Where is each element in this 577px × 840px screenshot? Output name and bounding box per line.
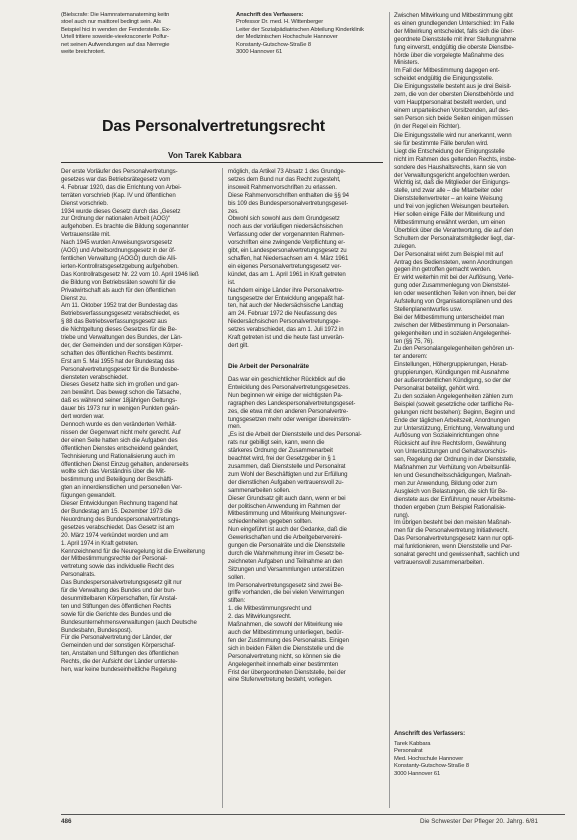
right-column-top: Zwischen Mitwirkung und Mitbestimmung gibt es einen grundlegenden Unterschied: Im Falle der Mitwirkung entscheidet, falls sich die über- geordnete Dienststelle mit ihrer Stellungnahme fung einverstt, endgültig die oberste Dienstbe- hörde über die vorgelegte Maßnahme des Ministers. Im Fall der Mitbestimmung dagegen ent- scheidet endgültig die Einigungsstelle. Die Einigungsstelle besteht aus je drei Beisit- zern, die von der obersten Dienstbehörde und vom Hauptpersonalrat bestellt werden, und einem unparteiischen Vorsitzenden, auf des- sen Person sich beide Seiten einigen müssen (in der Regel ein Richter).	[394, 12, 517, 129]
column-2-part-2: Das war ein geschichtlicher Rückblick auf die Entwicklung des Personalvertretungsgesetzes. Nun beginnen wir einige der wichtigsten Pa- ragraphen des Landespersonalvertretungsgeset- zes, die etwa mit den anderen Personalvertre- tungsgesetzen mehr oder weniger übereinstim- men. „Es ist die Arbeit der Dienststelle und des Personal- rats nur gebilligt sein, kann, wenn die stärkeres Ordnung der Zusammenarbeit beachtet wird, frei der Gesetzgeber in § 1 zusammen, daß Dienststelle und Personalrat zum Wohl der Beschäftigten und zur Erfüllung der dienstlichen Aufgaben vertrauensvoll zu- sammenarbeiten sollen. Dieser Grundsatz gilt auch dann, wenn er bei der politischen Anwendung im Rahmen der Mitbestimmung und Mitwirkung Meinungsver- schiedenheiten gegeben sollten. Nun eingeführt ist auch der Gedanke, daß die Gewerkschaften und die Arbeitgebervereini- gungen die Personalräte und die Dienststelle durch die Wahrnehmung ihrer im Gesetz be- zeichneten Aufgaben und Teilnahme an den Sitzungen und Versammlungen unterstützen sollen. Im Personalvertretungsgesetz sind zwei Be- griffe vorhanden, die bei vielen Verwirrungen stiften: 1. die Mitbestimmungsrecht und 2. das Mitwirkungsrecht. Maßnahmen, die sowohl der Mitwirkung wie auch der Mitbestimmung unterliegen, bedür- fen der Zustimmung des Personalrats. Einigen sich in beiden Fällen die Dienststelle und die Personalvertretung nicht, so können sie die Angelegenheit innerhalb einer bestimmten Frist der übergeordneten Dienststelle, bei der eine Stufenvertretung besteht, vorlegen.	[228, 376, 362, 684]
column-rule-2	[389, 12, 390, 808]
address-heading: Anschrift des Verfassers:	[236, 12, 304, 18]
page-number: 486	[61, 818, 72, 825]
section-heading: Die Arbeit der Personalräte	[228, 363, 309, 370]
journal-info: Die Schwester Der Pfleger 20. Jahrg. 6/81	[420, 818, 538, 825]
column-3: Die Einigungsstelle wird nur anerkannt, wenn sie für bestimmte Fälle berufen wird. Liegt die Entscheidung der Einigungsstelle nicht im Rahmen des geltenden Rechts, insbe- sondere des Haushaltsrechts, kann sie von der Verwaltungsgericht angefochten werden. Wichtig ist, daß die Mitglieder der Einigungs- stelle, und zwar alle – die Mitarbeiter oder Dienststellenvertreter – an keine Weisung und frei von jeglichen Weisungen beurteilen. Hier sollen einige Fälle der Mitwirkung und Mitbestimmung erwähnt werden, um einen Überblick über die Verantwortung, die auf den Schultern der Personalratsmitglieder liegt, dar- zulegen. Der Personalrat wirkt zum Beispiel mit auf Antrag des Bediensteten, wenn Anordnungen gegen ihn getroffen gemacht werden. Er wirkt weiterhin mit bei der Auflösung, Verle- gung oder Zusammenlegung von Dienststel- len oder wesentlichen Teilen von ihnen, bei der Aufstellung von Organisationsplänen und des Stellenplanentwurfes usw. Bei der Mitbestimmung unterscheidet man zwischen der Mitbestimmung in Personalan- gelegenheiten und in sozialen Angelegenhei- ten (§§ 75, 76). Zu den Personalangelegenheiten gehören un- ter anderem: Einstellungen, Höhergruppierungen, Herab- gruppierungen, Kündigungen mit Ausnahme der außerordentlichen Kündigung, so der der Personalrat beteiligt, gehört wird. Zu den sozialen Angelegenheiten zählen zum Beispiel (soweit gesetzliche oder tarifliche Re- gelungen nicht bestehen): Beginn, Beginn und Ende der täglichen Arbeitszeit, Anordnungen zur Unterstützung, Errichtung, Verwaltung und Auflösung von Sozialeinrichtungen ohne Rücksicht auf ihre Rechtsform, Gewährung von Unterstützungen und Gehaltsvorschüs- sen, Regelung der Ordnung in der Dienststelle, Maßnahmen zur Verhütung von Arbeitsunfäl- len und Gesundheitsschädigungen, Maßnah- men zur Anwendung, Bildung oder zum Ausgleich von Belastungen, die sich für Be- dienstete aus der Einführung neuer Arbeitsme- thoden ergeben (zum Beispiel Rationalisie- rung). Im übrigen besteht bei den meisten Maßnah- men für die Personalvertretung Initiativrecht. Das Personalvertretungsgesetz kann nur opti- mal funktionieren, wenn Dienststelle und Per- sonalrat gerecht und gewissenhaft, sachlich und vertrauensvoll zusammenarbeiten.	[394, 132, 520, 566]
article-title: Das Personalvertretungsrecht	[102, 118, 325, 135]
author-address-box-top	[236, 12, 381, 84]
intro-continuation: (Bielscrafe: Die Hamnratemanaterning keitn stoel auch nur maittorel bedingt sein. Als Beispiel hici in wenden der Fenderstelle. Ex- Urtell tritiere soweide-vieekraconerle Polfur- net seinen Aufwendungen auf das Nierregie weite breichrotert.	[61, 12, 171, 56]
column-2-part-1: möglich, da Artikel 73 Absatz 1 des Grundge- setzes dem Bund nur das Recht zugesteht, insoweit Rahmenvorschriften zu erlassen. Diese Rahmenvorschriften enthalten die §§ 94 bis 109 des Bundespersonalvertretungsgeset- zes. Obwohl sich sowohl aus dem Grundgesetz noch aus der vorläufigen niedersächsischen Verfassung oder der vorgenannten Rahmen- vorschriften eine zwingende Verpflichtung er- gibt, ein Landespersonalvertretungsgesetz zu schaffen, hat Niedersachsen am 4. März 1961 ein eigenes Personalvertretungsgesetz ver- kündet, das am 1. April 1961 in Kraft getreten ist. Nachdem einige Länder ihre Personalvertre- tungsgesetze der Entwicklung angepaßt hat- ten, hat auch der Niedersächsische Landtag am 24. Februar 1972 die Neufassung des Niedersächsischen Personalvertretungsge- setzes verabschiedet, das am 1. Juli 1972 in Kraft getreten ist und die heute fast unverän- dert gilt.	[228, 168, 349, 349]
article-author: Von Tarek Kabbara	[168, 151, 242, 160]
column-rule-1	[222, 168, 223, 808]
column-1: Der erste Vorläufer des Personalvertretungs- gesetzes war das Betriebsrätegesetz vom 4. Februar 1920, das die Errichtung von Arbei- terräten vorschrieb (Kap. IV und öffentlichen Dienst vorschrieb. 1934 wurde dieses Gesetz durch das „Gesetz zur Ordnung der nationalen Arbeit (AOG)“ aufgehoben. Es brachte die Bildung sogenannter Vertrauensräte mit. Nach 1945 wurden Anweisungsvorsgesetz (AOG) und Arbeitsordnungsgesetz in der öf- fentlichen Verwaltung (AOGÖ) durch die Alli- ierten-Kontrollratsgesetzgebung aufgehoben. Das Kontrollratsgesetz Nr. 22 vom 10. April 1946 ließ die Bildung von Betriebsräten sowohl für die Privatwirtschaft als auch für den öffentlichen Dienst zu. Am 11. Oktober 1952 trat der Bundestag das Betriebsverfassungsgesetz verabschiedet, es § 88 das Betriebsverfassungsgesetz aus die Nichtgeltung dieses Gesetzes für die Be- triebe und Verwaltungen des Bundes, der Län- der, der Gemeinden und der sonstigen Körper- schaften des öffentlichen Rechts bestimmt. Erst am 5. Mai 1955 hat der Bundestag das Personalvertretungsgesetz für die Bundesbe- diensteten verabschiedet. Dieses Gesetz hatte sich im großen und gan- zen bewährt. Das bewegt schon die Tatsache, daß es während seiner 18jährigen Geltungs- dauer bis 1973 nur in wenigen Punkten geän- dert worden war. Dennoch wurde es den veränderten Verhält- nissen der Gegenwart nicht mehr gerecht. Auf der einen Seite hatten sich die Aufgaben des öffentlichen Dienstes entscheidend geändert, Technisierung und Rationalisierung auch im öffentlichen Dienst Einzug gehalten, andererseits wollte sich das Verständnis über die Mit- bestimmung und Beteiligung der Beschäfti- gten an innerdienstlichen und personellen Ver- fügungen gewandelt. Dieser Entwicklungen Rechnung tragend hat der Bundestag am 15. Dezember 1973 die Neuordnung des Bundespersonalvertretungs- gesetzes verabschiedet. Das Gesetz ist am 20. März 1974 verkündet worden und am 1. April 1974 in Kraft getreten. Kennzeichnend für die Neuregelung ist die Erweiterung der Mitbestimmungsrechte der Personal- vertretung sowie das individuelle Recht des Personalrats. Das Bundespersonalvertretungsgesetz gilt nur für die Verwaltung des Bundes und der bun- desunmittelbaren Körperschaften, für Anstal- ten und Stiftungen des öffentlichen Rechts sowie für die Gerichte des Bundes und die Bundesunternehmensverwaltungen (auch Deutsche Bundesbahn, Bundespost). Für die Personalvertretung der Länder, der Gemeinden und der sonstigen Körperschaf- ten, Anstalten und Stiftungen des öffentlichen Rechts, die der Aufsicht der Länder unterste- hen, war keine bundeseinheitliche Regelung	[61, 168, 205, 674]
footer-rule	[61, 814, 565, 815]
author-address-heading-bottom: Anschrift des Verfassers:	[394, 730, 465, 737]
address-text: Professor Dr. med. H. Wittenberger Leiter der Sozialpädiatrischen Abteilung Kinderklinik der Medizinischen Hochschule Hannover Konstanty-Gutschow-Straße 8 3000 Hannover 61	[236, 19, 364, 56]
author-address-bottom: Tarek Kabbara Personalrat Med. Hochschule Hannover Konstanty-Gutschow-Straße 8 3000 Hannover 61	[394, 741, 469, 777]
divider-below-author	[61, 162, 383, 163]
